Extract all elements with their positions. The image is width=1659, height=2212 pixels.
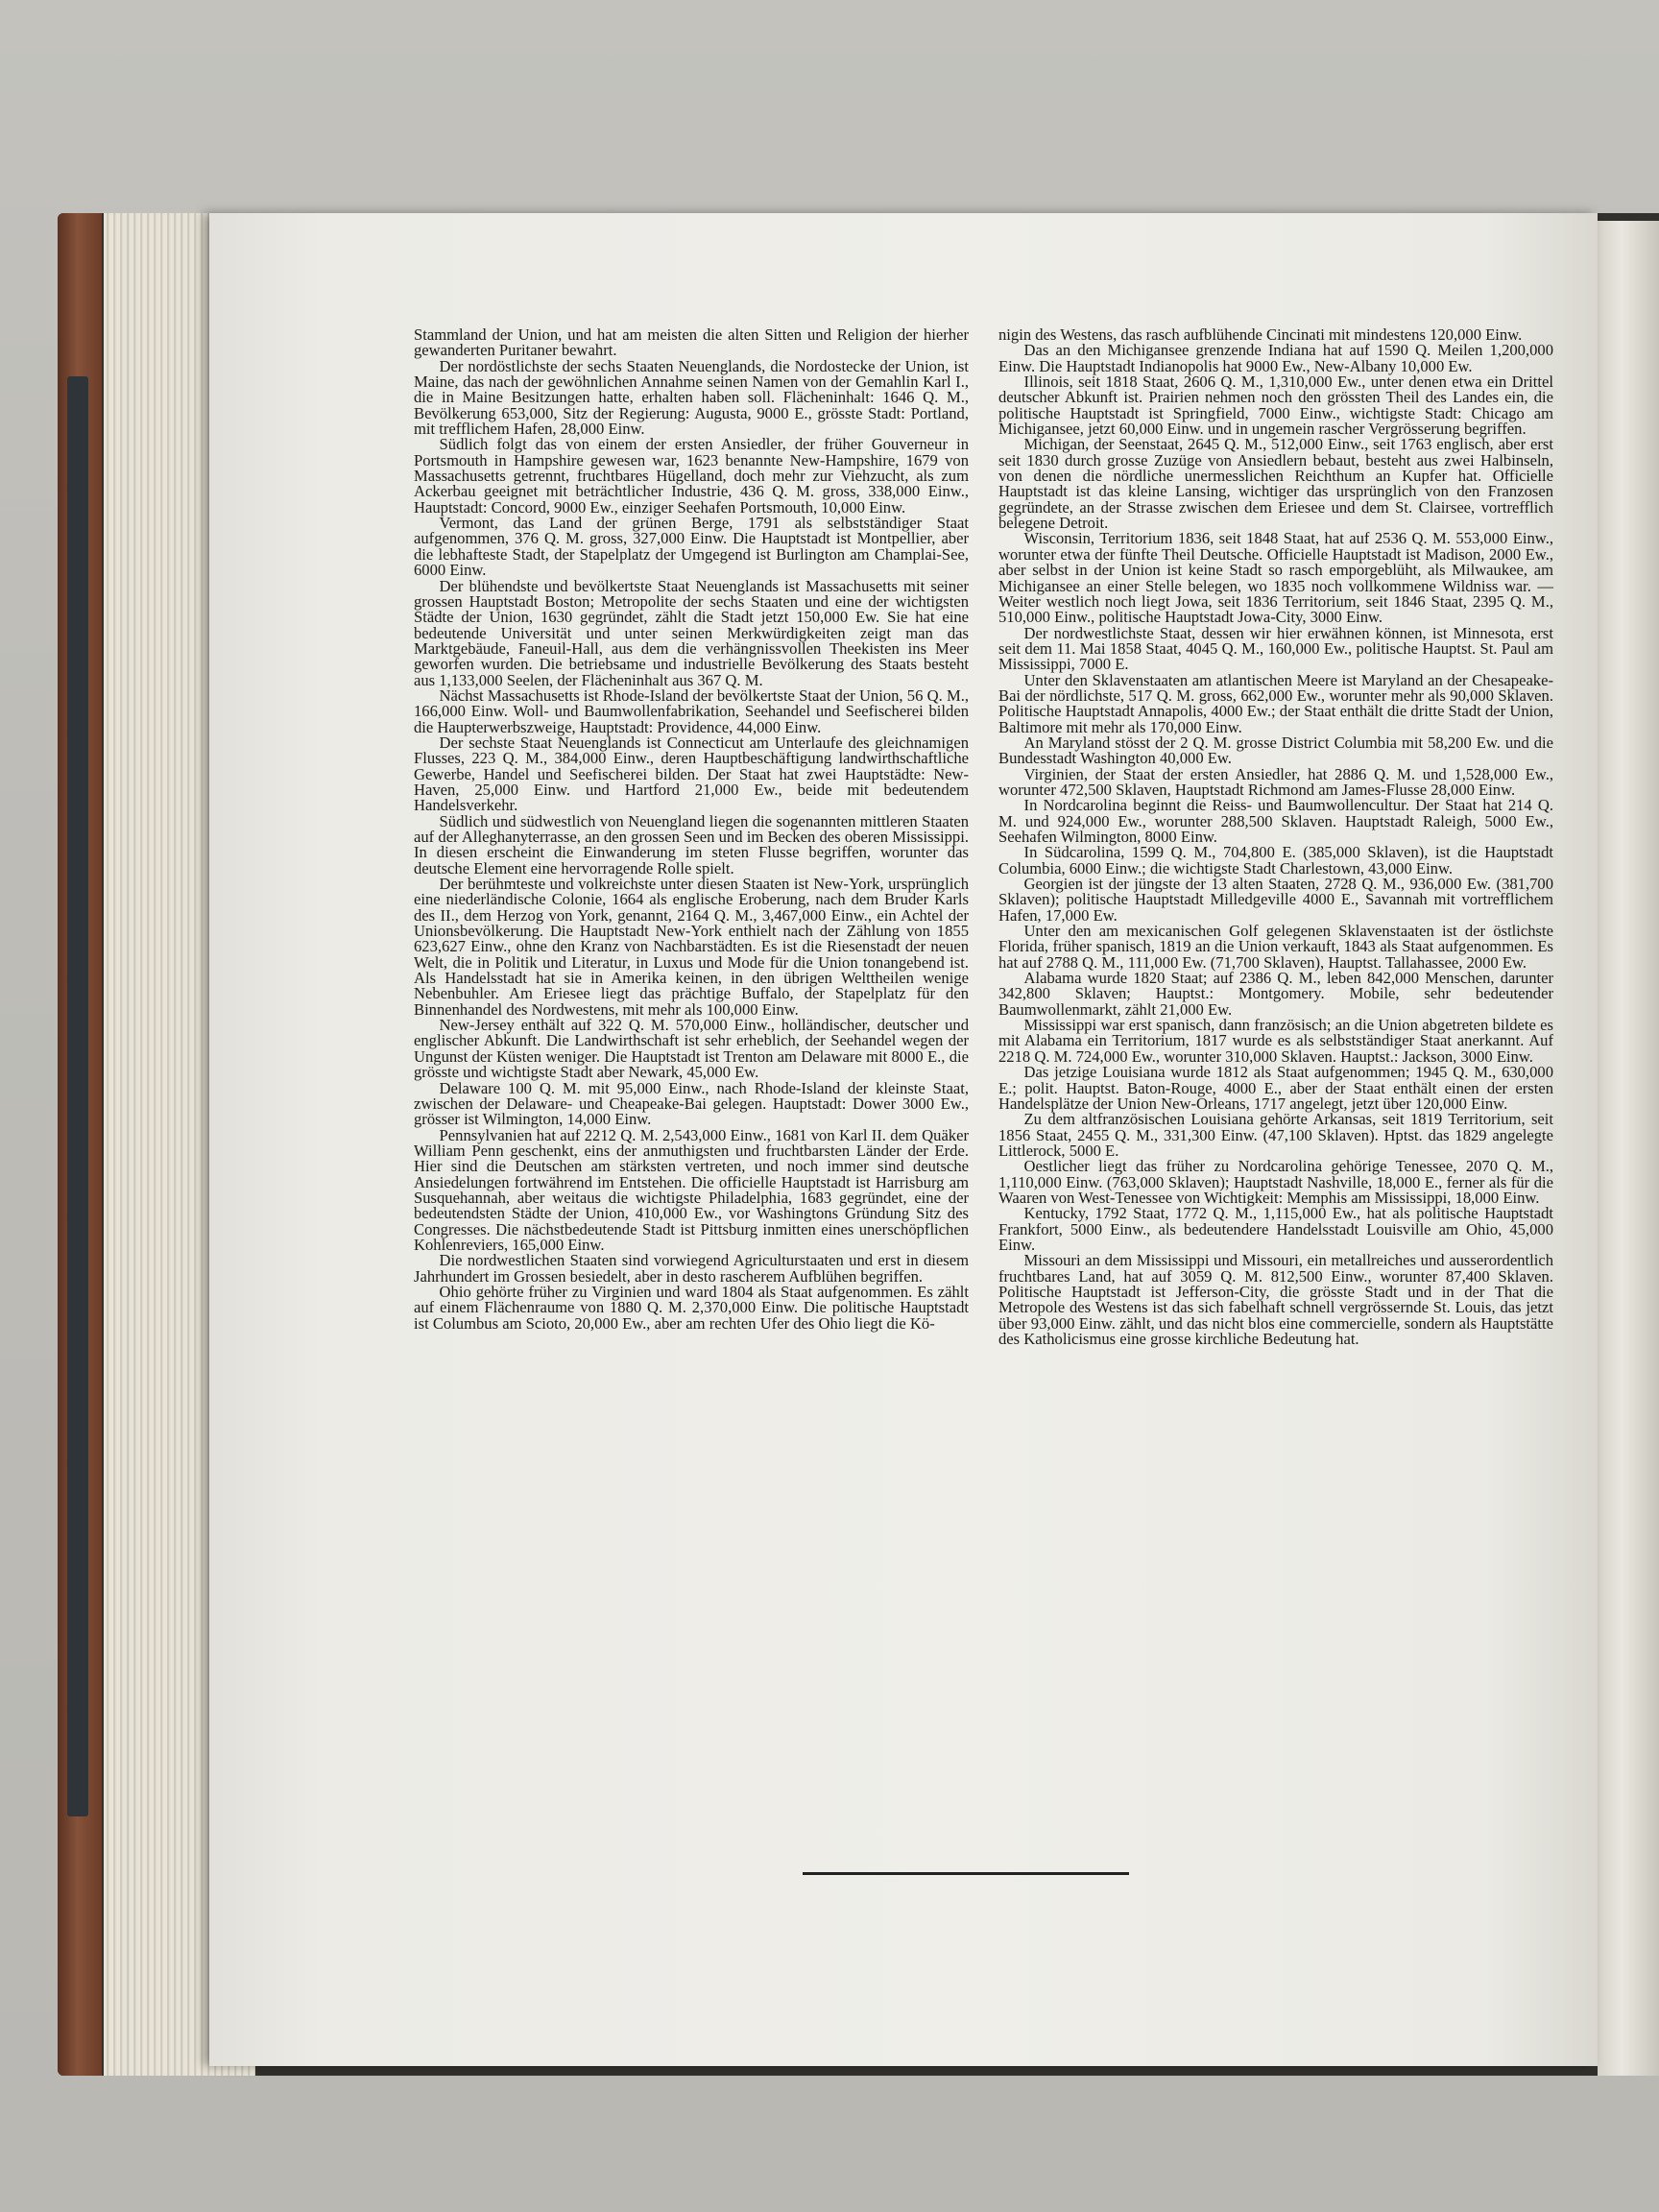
paragraph: Virginien, der Staat der ersten Ansiedler, hat 2886 Q. M. und 1,528,000 Ew., worunter 472,500 Sklaven, Hauptstadt Richmond am James-Flusse 28,000 Einw. xyxy=(998,764,1553,799)
paragraph: Der nordöstlichste der sechs Staaten Neuenglands, die Nordostecke der Union, ist Maine, das nach der gewöhnlichen Annahme seinen Namen von der Gemahlin Karl I., die in Maine Besitzungen hatte, erhalten haben soll. Flächeninhalt: 1646 Q. M., Bevölkerung 653,000, Sitz der Regierung: Augusta, 9000 E., grösste Stadt: Portland, mit trefflichem Hafen, 28,000 Einw. xyxy=(414,356,969,439)
paragraph: Zu dem altfranzösischen Louisiana gehörte Arkansas, seit 1819 Territorium, seit 1856 Staat, 2455 Q. M., 331,300 Einw. (47,100 Sklaven). Hptst. das 1829 angelegte Littlerock, 5000 E. xyxy=(998,1110,1553,1160)
paragraph: In Nordcarolina beginnt die Reiss- und Baumwollencultur. Der Staat hat 214 Q. M. und 924,000 Ew., worunter 288,500 Sklaven. Hauptstadt Raleigh, 5000 Ew., Seehafen Wilmington, 8000 Einw. xyxy=(998,796,1553,846)
text-column-left xyxy=(414,327,969,1332)
paragraph: Unter den am mexicanischen Golf gelegenen Sklavenstaaten ist der östlichste Florida, früher spanisch, 1819 an die Union verkauft, 1843 als Staat aufgenommen. Es hat auf 2788 Q. M., 111,000 Ew. (71,700 Sklaven), Hauptst. Tallahassee, 2000 Ew. xyxy=(998,922,1553,972)
end-rule xyxy=(803,1872,1129,1875)
paragraph: Pennsylvanien hat auf 2212 Q. M. 2,543,000 Einw., 1681 von Karl II. dem Quäker William Penn geschenkt, eins der anmuthigsten und fruchtbarsten Länder der Erde. Hier sind die Deutschen am stärksten vertreten, und noch immer sind deutsche Ansiedelungen fortwährend im Entstehen. Die officielle Hauptstadt ist Harrisburg am Susquehannah, aber weitaus die wichtigste Philadelphia, 1683 gegründet, eine der bedeutendsten Städte der Union, 410,000 Ew., vor Washingtons Gründung Sitz des Congresses. Die nächstbedeutende Stadt ist Pittsburg inmitten eines unerschöpflichen Kohlenreviers, 165,000 Einw. xyxy=(414,1125,969,1254)
paragraph: New-Jersey enthält auf 322 Q. M. 570,000 Einw., holländischer, deutscher und englischer Abkunft. Die Landwirthschaft ist sehr erheblich, der Seehandel wegen der Ungunst der Küsten weniger. Die Hauptstadt ist Trenton am Delaware mit 8000 E., die grösste und wichtigste Stadt aber Newark, 45,000 Ew. xyxy=(414,1016,969,1082)
paragraph: Südlich und südwestlich von Neuengland liegen die sogenannten mittleren Staaten auf der Alleghanyterrasse, an den grossen Seen und im Becken des oberen Mississippi. In diesen erscheint die Einwanderung im steten Flusse begriffen, worunter das deutsche Element eine hervorragende Rolle spielt. xyxy=(414,811,969,878)
paragraph: Missouri an dem Mississippi und Missouri, ein metallreiches und ausserordentlich fruchtbares Land, hat auf 3059 Q. M. 812,500 Einw., worunter 87,400 Sklaven. Politische Hauptstadt ist Jefferson-City, die grösste Stadt und in der That die Metropole des Westens ist das sich fabelhaft schnell vergrössernde St. Louis, das jetzt über 93,000 Einw. zählt, und das nicht blos eine commercielle, sondern als Hauptstätte des Katholicismus eine grosse kirchliche Bedeutung hat. xyxy=(998,1251,1553,1348)
paragraph: Illinois, seit 1818 Staat, 2606 Q. M., 1,310,000 Ew., unter denen etwa ein Drittel deutscher Abkunft ist. Prairien nehmen noch den grössten Theil des Landes ein, die politische Hauptstadt ist Springfield, 7000 Einw., wichtigste Stadt: Chicago am Michigansee, jetzt 60,000 Einw. und in ungemein rascher Vergrösserung begriffen. xyxy=(998,373,1553,439)
cover-cloth-strip xyxy=(67,376,88,1816)
paragraph: Der nordwestlichste Staat, dessen wir hier erwähnen können, ist Minnesota, erst seit dem 11. Mai 1858 Staat, 4045 Q. M., 160,000 Ew., politische Hauptst. St. Paul am Mississippi, 7000 E. xyxy=(998,623,1553,674)
book-cover-edge xyxy=(58,213,102,2076)
paragraph: Wisconsin, Territorium 1836, seit 1848 Staat, hat auf 2536 Q. M. 553,000 Einw., worunter etwa der fünfte Theil Deutsche. Officielle Hauptstadt ist Madison, 2000 Ew., aber selbst in der Union ist keine Stadt so rasch emporgeblüht, als Milwaukee, am Michigansee an einer Stelle belegen, wo 1835 noch vollkommene Wildniss war. — Weiter westlich noch liegt Jowa, seit 1836 Territorium, seit 1846 Staat, 2395 Q. M., 510,000 Einw., politische Hauptstadt Jowa-City, 3000 Einw. xyxy=(998,529,1553,627)
paragraph: Oestlicher liegt das früher zu Nordcarolina gehörige Tenessee, 2070 Q. M., 1,110,000 Einw. (763,000 Sklaven); Hauptstadt Nashville, 18,000 E., ferner als für die Waaren von West-Tenessee von Wichtigkeit: Memphis am Mississippi, 18,000 Einw. xyxy=(998,1157,1553,1207)
paragraph: Der berühmteste und volkreichste unter diesen Staaten ist New-York, ursprünglich eine niederländische Colonie, 1664 als englische Eroberung, nach dem Bruder Karls des II., dem Herzog von York, genannt, 2164 Q. M., 3,467,000 Einw., ein Achtel der Unionsbevölkerung. Die Hauptstadt New-York enthielt nach der Zählung von 1855 623,627 Einw., ohne den Kranz von Nachbarstädten. Es ist die Riesenstadt der neuen Welt, die in Politik und Literatur, in Luxus und Mode für die Union tonangebend ist. Als Handelsstadt hat sie in Amerika keinen, in den übrigen Welttheilen wenige Nebenbuhler. Am Eriesee liegt das prächtige Buffalo, der Stapelplatz für den Binnenhandel des Nordwestens, mit mehr als 100,000 Einw. xyxy=(414,875,969,1019)
paragraph: Stammland der Union, und hat am meisten die alten Sitten und Religion der hierher gewanderten Puritaner bewahrt. xyxy=(414,325,969,360)
text-column-right xyxy=(998,327,1553,1347)
paragraph: Michigan, der Seenstaat, 2645 Q. M., 512,000 Einw., seit 1763 englisch, aber erst seit 1830 durch grosse Zuzüge von Ansiedlern bebaut, besteht aus zwei Halbinseln, von denen die nördliche unermesslichen Reichthum an Kupfer hat. Officielle Hauptstadt ist das kleine Lansing, wichtiger das ursprünglich von den Franzosen gegründete, an der Strasse zwischen dem Eriesee und dem St. Clairsee, vortrefflich belegene Detroit. xyxy=(998,435,1553,533)
paragraph: Mississippi war erst spanisch, dann französisch; an die Union abgetreten bildete es mit Alabama ein Territorium, 1817 wurde es als selbstständiger Staat anerkannt. Auf 2218 Q. M. 724,000 Ew., worunter 310,000 Sklaven. Hauptst.: Jackson, 3000 Einw. xyxy=(998,1016,1553,1066)
paragraph: An Maryland stösst der 2 Q. M. grosse District Columbia mit 58,200 Ew. und die Bundesstadt Washington 40,000 Ew. xyxy=(998,733,1553,768)
paragraph: Das jetzige Louisiana wurde 1812 als Staat aufgenommen; 1945 Q. M., 630,000 E.; polit. Hauptst. Baton-Rouge, 4000 E., aber der Staat enthält einen der ersten Handelsplätze der Union New-Orleans, 1717 angelegt, jetzt über 120,000 Einw. xyxy=(998,1063,1553,1113)
paragraph: Der sechste Staat Neuenglands ist Connecticut am Unterlaufe des gleichnamigen Flusses, 223 Q. M., 384,000 Einw., deren Hauptbeschäftigung landwirthschaftliche Gewerbe, Handel und Seefischerei bilden. Der Staat hat zwei Hauptstädte: New-Haven, 25,000 Einw. und Hartford 21,000 Ew., beide mit bedeutendem Handelsverkehr. xyxy=(414,733,969,815)
paragraph: Die nordwestlichen Staaten sind vorwiegend Agriculturstaaten und erst in diesem Jahrhundert im Grossen besiedelt, aber in desto rascherem Aufblühen begriffen. xyxy=(414,1251,969,1286)
paragraph: Nächst Massachusetts ist Rhode-Island der bevölkertste Staat der Union, 56 Q. M., 166,000 Einw. Woll- und Baumwollenfabrikation, Seehandel und Seefischerei bilden die Haupterwerbszweige, Hauptstadt: Providence, 44,000 Einw. xyxy=(414,685,969,736)
paragraph: Unter den Sklavenstaaten am atlantischen Meere ist Maryland an der Chesapeake-Bai der nördlichste, 517 Q. M. gross, 662,000 Ew., worunter mehr als 90,000 Sklaven. Politische Hauptstadt Annapolis, 4000 Ew.; der Staat enthält die dritte Stadt der Union, Baltimore mit mehr als 170,000 Einw. xyxy=(998,670,1553,736)
paragraph: Ohio gehörte früher zu Virginien und ward 1804 als Staat aufgenommen. Es zählt auf einem Flächenraume von 1880 Q. M. 2,370,000 Einw. Die politische Hauptstadt ist Columbus am Scioto, 20,000 Ew., aber am rechten Ufer des Ohio liegt die Kö- xyxy=(414,1282,969,1333)
paragraph: Vermont, das Land der grünen Berge, 1791 als selbstständiger Staat aufgenommen, 376 Q. M. gross, 327,000 Einw. Die Hauptstadt ist Montpellier, aber die lebhafteste Stadt, der Stapelplatz der Umgegend ist Burlington am Champlai-See, 6000 Einw. xyxy=(414,514,969,580)
paragraph: Südlich folgt das von einem der ersten Ansiedler, der früher Gouverneur in Portsmouth in Hampshire gewesen war, 1623 benannte New-Hampshire, 1679 von Massachusetts getrennt, fruchtbares Hügelland, doch mehr zur Viehzucht, als zum Ackerbau geeignet mit beträchtlicher Industrie, 436 Q. M. gross, 338,000 Einw., Hauptstadt: Concord, 9000 Ew., einziger Seehafen Portsmouth, 10,000 Einw. xyxy=(414,435,969,517)
paragraph: Delaware 100 Q. M. mit 95,000 Einw., nach Rhode-Island der kleinste Staat, zwischen der Delaware- und Cheapeake-Bai gelegen. Hauptstadt: Dower 3000 Ew., grösser ist Wilmington, 14,000 Einw. xyxy=(414,1078,969,1129)
paragraph: Georgien ist der jüngste der 13 alten Staaten, 2728 Q. M., 936,000 Ew. (381,700 Sklaven); politische Hauptstadt Milledgeville 4000 E., Savannah mit vortrefflichem Hafen, 17,000 Ew. xyxy=(998,875,1553,925)
paragraph: nigin des Westens, das rasch aufblühende Cincinati mit mindestens 120,000 Einw. xyxy=(998,325,1523,344)
paragraph: Kentucky, 1792 Staat, 1772 Q. M., 1,115,000 Ew., hat als politische Hauptstadt Frankfort, 5000 Einw., als bedeutendere Handelsstadt Louisville am Ohio, 45,000 Einw. xyxy=(998,1204,1553,1254)
facing-page-edge xyxy=(1598,221,1659,2076)
paragraph: Das an den Michigansee grenzende Indiana hat auf 1590 Q. Meilen 1,200,000 Einw. Die Hauptstadt Indianopolis hat 9000 Ew., New-Albany 10,000 Ew. xyxy=(998,341,1553,375)
paragraph: Der blühendste und bevölkertste Staat Neuenglands ist Massachusetts mit seiner grossen Hauptstadt Boston; Metropolite der sechs Staaten und eine der wichtigsten Städte der Union, 1630 gegründet, zählt die Stadt jetzt 150,000 Ew. Sie hat eine bedeutende Universität und unter seinen Merkwürdigkeiten zeigt man das Marktgebäude, Faneuil-Hall, aus dem die verhängnissvollen Theekisten ins Meer geworfen wurden. Die betriebsame und industrielle Bevölkerung des Staats besteht aus 1,133,000 Seelen, der Flächeninhalt aus 367 Q. M. xyxy=(414,576,969,689)
paragraph: Alabama wurde 1820 Staat; auf 2386 Q. M., leben 842,000 Menschen, darunter 342,800 Sklaven; Hauptst.: Montgomery. Mobile, sehr bedeutender Baumwollenmarkt, zählt 21,000 Ew. xyxy=(998,969,1553,1019)
paragraph: In Südcarolina, 1599 Q. M., 704,800 E. (385,000 Sklaven), ist die Hauptstadt Columbia, 6000 Einw.; die wichtigste Stadt Charlestown, 43,000 Einw. xyxy=(998,843,1553,878)
